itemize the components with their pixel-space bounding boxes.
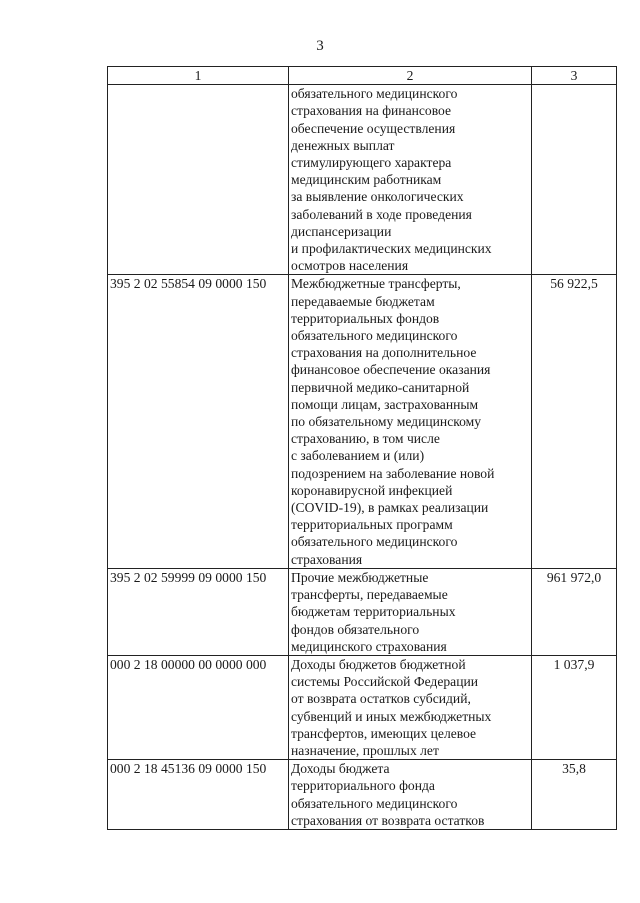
amount: 1 037,9 xyxy=(532,655,617,759)
description-line: денежных выплат xyxy=(291,137,395,153)
description-line: подозрением на заболевание новой xyxy=(291,465,495,481)
description-line: за выявление онкологических xyxy=(291,189,464,205)
page-number: 3 xyxy=(316,38,324,54)
description-line: системы Российской Федерации xyxy=(291,674,479,690)
description-line: медицинским работникам xyxy=(291,172,442,188)
budget-code: 000 2 18 00000 00 0000 000 xyxy=(108,655,289,759)
description-line: субвенций и иных межбюджетных xyxy=(291,708,492,724)
amount: 35,8 xyxy=(532,760,617,830)
description-line: стимулирующего характера xyxy=(291,155,452,171)
description-line: и профилактических медицинских xyxy=(291,241,492,257)
income-description xyxy=(289,275,532,568)
header-row xyxy=(108,67,617,85)
description-line: по обязательному медицинскому xyxy=(291,414,482,430)
column-header: 1 xyxy=(108,67,289,85)
budget-code: 000 2 18 45136 09 0000 150 xyxy=(108,760,289,830)
description-line: диспансеризации xyxy=(291,223,392,239)
description-line: передаваемые бюджетам xyxy=(291,293,435,309)
description-line: обязательного медицинского xyxy=(291,86,458,102)
description-line: трансфертов, имеющих целевое xyxy=(291,725,477,741)
table-body xyxy=(108,85,617,830)
column-header: 2 xyxy=(289,67,532,85)
description-line: фондов обязательного xyxy=(291,621,420,637)
description-line: первичной медико-санитарной xyxy=(291,379,470,395)
description-line: медицинского страхования xyxy=(291,638,447,654)
description-line: Доходы бюджетов бюджетной xyxy=(291,656,466,672)
description-line: страхованию, в том числе xyxy=(291,431,440,447)
description-line: страхования от возврата остатков xyxy=(291,812,485,828)
description-line: помощи лицам, застрахованным xyxy=(291,396,479,412)
budget-code xyxy=(108,85,289,275)
description-line: (COVID-19), в рамках реализации xyxy=(291,500,489,516)
description-line: заболеваний в ходе проведения xyxy=(291,206,472,222)
description-line: коронавирусной инфекцией xyxy=(291,482,453,498)
amount: 56 922,5 xyxy=(532,275,617,568)
amount xyxy=(532,85,617,275)
description-line: Прочие межбюджетные xyxy=(291,569,429,585)
table-row xyxy=(108,760,617,830)
description-line: осмотров населения xyxy=(291,258,409,274)
description-line: финансовое обеспечение оказания xyxy=(291,362,491,378)
table-row xyxy=(108,85,617,275)
description-line: бюджетам территориальных xyxy=(291,604,456,620)
description-line: обязательного медицинского xyxy=(291,328,458,344)
description-line: территориального фонда xyxy=(291,778,435,794)
description-line: страхования на дополнительное xyxy=(291,345,477,361)
income-description xyxy=(289,760,532,830)
income-description xyxy=(289,85,532,275)
description-line: с заболеванием и (или) xyxy=(291,448,425,464)
description-line: территориальных фондов xyxy=(291,310,440,326)
amount: 961 972,0 xyxy=(532,568,617,655)
table-row xyxy=(108,275,617,568)
income-description xyxy=(289,655,532,759)
budget-table xyxy=(107,66,617,830)
column-header: 3 xyxy=(532,67,617,85)
income-description xyxy=(289,568,532,655)
description-line: страхования на финансовое xyxy=(291,103,452,119)
description-line: от возврата остатков субсидий, xyxy=(291,691,471,707)
budget-code: 395 2 02 55854 09 0000 150 xyxy=(108,275,289,568)
description-line: обеспечение осуществления xyxy=(291,120,456,136)
budget-code: 395 2 02 59999 09 0000 150 xyxy=(108,568,289,655)
table-row xyxy=(108,655,617,759)
description-line: обязательного медицинского xyxy=(291,795,458,811)
description-line: территориальных программ xyxy=(291,517,453,533)
description-line: назначение, прошлых лет xyxy=(291,742,439,758)
description-line: страхования xyxy=(291,551,363,567)
table-row xyxy=(108,568,617,655)
description-line: Доходы бюджета xyxy=(291,761,390,777)
description-line: обязательного медицинского xyxy=(291,534,458,550)
description-line: Межбюджетные трансферты, xyxy=(291,276,461,292)
description-line: трансферты, передаваемые xyxy=(291,587,448,603)
